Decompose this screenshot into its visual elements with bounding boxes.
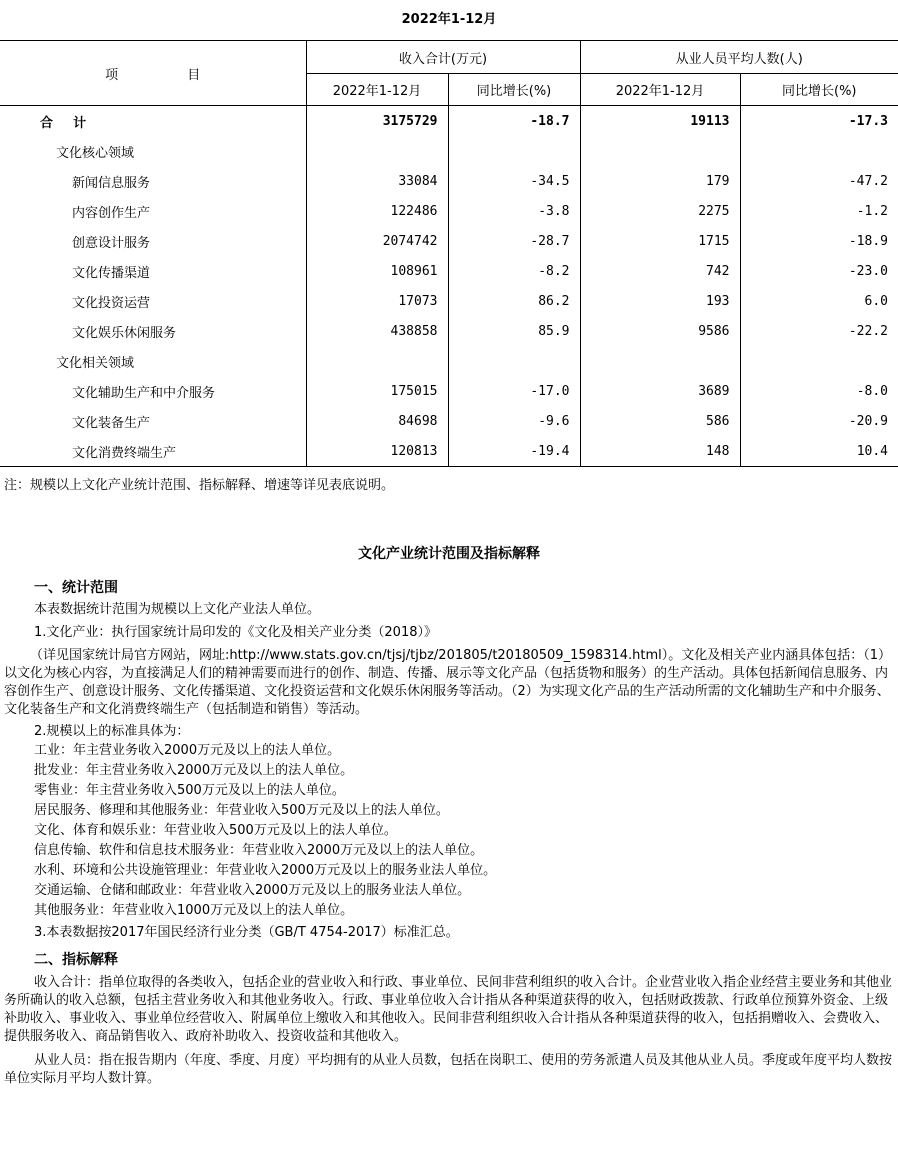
income-growth-header: 同比增长(%) [448, 74, 580, 106]
row-label: 文化装备生产 [72, 415, 151, 431]
income-definition: 收入合计：指单位取得的各类收入，包括企业的营业收入和行政、事业单位、民间非营利组织的收入合计。企业营业收入指企业经营主要业务和其他业务所确认的收入总额，包括主营业务收入和其他业务收入。行政、事业单位收入合计指从各种渠道获得的收入，包括财政拨款、行政单位预算外资金、上级补助收入、事业收入、事业单位经营收入、附属单位上缴收入和其他收入。民间非营利组织收入合计指从各种渠道获得的收入，包括捐赠收入、会费收入、提供服务收入、商品销售收入、政府补助收入、投资收益和其他收入。 [4, 975, 893, 1044]
row-label: 合 计 [40, 115, 94, 131]
staff-growth: -8.0 [740, 376, 898, 406]
income-value: 2074742 [306, 226, 448, 256]
staff-growth: -23.0 [740, 256, 898, 286]
income-growth: -34.5 [448, 166, 580, 196]
col-staff-header: 从业人员平均人数(人) [580, 41, 898, 74]
staff-growth: 10.4 [740, 436, 898, 467]
table-row [0, 196, 898, 226]
row-label: 文化辅助生产和中介服务 [72, 385, 216, 401]
staff-growth: -1.2 [740, 196, 898, 226]
scale-standard-intro: 2.规模以上的标准具体为： [34, 724, 190, 739]
income-growth: -17.0 [448, 376, 580, 406]
row-label: 文化核心领域 [56, 145, 135, 161]
col-income-header: 收入合计(万元) [306, 41, 580, 74]
scale-standard-list [4, 741, 892, 921]
table-row [0, 376, 898, 406]
staff-period-header: 2022年1-12月 [580, 74, 740, 106]
staff-growth-header: 同比增长(%) [740, 74, 898, 106]
staff-value: 9586 [580, 316, 740, 346]
period-title: 2022年1-12月 [401, 12, 497, 27]
row-label: 文化相关领域 [56, 355, 135, 371]
table-row [0, 226, 898, 256]
income-value [306, 136, 448, 166]
standard-item: 信息传输、软件和信息技术服务业：年营业收入2000万元及以上的法人单位。 [34, 843, 484, 858]
standard-item: 零售业：年主营业务收入500万元及以上的法人单位。 [34, 783, 345, 798]
staff-value: 19113 [580, 106, 740, 137]
income-value: 3175729 [306, 106, 448, 137]
explain-section-1 [4, 579, 892, 1088]
table-row [0, 346, 898, 376]
staff-growth: -20.9 [740, 406, 898, 436]
income-value: 33084 [306, 166, 448, 196]
income-value: 122486 [306, 196, 448, 226]
section-2-heading: 二、指标解释 [34, 952, 118, 968]
table-row [0, 166, 898, 196]
income-value: 17073 [306, 286, 448, 316]
staff-growth [740, 136, 898, 166]
standard-item: 交通运输、仓储和邮政业：年营业收入2000万元及以上的服务业法人单位。 [34, 883, 471, 898]
income-growth: 86.2 [448, 286, 580, 316]
standard-item: 水利、环境和公共设施管理业：年营业收入2000万元及以上的服务业法人单位。 [34, 863, 497, 878]
row-label: 文化投资运营 [72, 295, 151, 311]
income-growth: 85.9 [448, 316, 580, 346]
income-growth [448, 136, 580, 166]
staff-growth: -17.3 [740, 106, 898, 137]
income-growth: -9.6 [448, 406, 580, 436]
income-value [306, 346, 448, 376]
income-value: 120813 [306, 436, 448, 467]
income-growth: -18.7 [448, 106, 580, 137]
staff-value: 742 [580, 256, 740, 286]
culture-industry-definition: 1.文化产业：执行国家统计局印发的《文化及相关产业分类（2018）》 [34, 625, 437, 640]
staff-value [580, 346, 740, 376]
income-growth: -3.8 [448, 196, 580, 226]
staff-growth: -18.9 [740, 226, 898, 256]
income-growth: -8.2 [448, 256, 580, 286]
income-period-header: 2022年1-12月 [306, 74, 448, 106]
staff-value: 3689 [580, 376, 740, 406]
income-growth [448, 346, 580, 376]
classification-note: 3.本表数据按2017年国民经济行业分类（GB/T 4754-2017）标准汇总。 [34, 925, 459, 940]
standard-item: 工业：年主营业务收入2000万元及以上的法人单位。 [34, 743, 341, 758]
table-row [0, 136, 898, 166]
income-value: 84698 [306, 406, 448, 436]
row-label: 文化娱乐休闲服务 [72, 325, 177, 341]
explain-title: 文化产业统计范围及指标解释 [358, 546, 540, 562]
staff-value: 179 [580, 166, 740, 196]
standard-item: 文化、体育和娱乐业：年营业收入500万元及以上的法人单位。 [34, 823, 397, 838]
income-growth: -19.4 [448, 436, 580, 467]
table-row [0, 406, 898, 436]
row-label: 新闻信息服务 [72, 175, 151, 191]
row-label: 创意设计服务 [72, 235, 151, 251]
table-row [0, 106, 898, 137]
staff-growth: -47.2 [740, 166, 898, 196]
section-1-heading: 一、统计范围 [34, 580, 118, 596]
table-row [0, 316, 898, 346]
income-value: 108961 [306, 256, 448, 286]
employee-definition: 从业人员：指在报告期内（年度、季度、月度）平均拥有的从业人员数，包括在岗职工、使用的劳务派遣人员及其他从业人员。季度或年度平均人数按单位实际月平均人数计算。 [4, 1053, 893, 1086]
staff-value: 148 [580, 436, 740, 467]
table-row [0, 286, 898, 316]
table-row [0, 436, 898, 467]
scope-paragraph: 本表数据统计范围为规模以上文化产业法人单位。 [34, 602, 321, 617]
row-label: 文化消费终端生产 [0, 436, 306, 467]
staff-growth: 6.0 [740, 286, 898, 316]
staff-growth: -22.2 [740, 316, 898, 346]
col-item-header: 项 目 [0, 41, 306, 106]
staff-value: 1715 [580, 226, 740, 256]
staff-growth [740, 346, 898, 376]
income-value: 175015 [306, 376, 448, 406]
table-note: 注：规模以上文化产业统计范围、指标解释、增速等详见表底说明。 [4, 478, 395, 493]
staff-value: 586 [580, 406, 740, 436]
row-label: 文化传播渠道 [72, 265, 151, 281]
staff-value [580, 136, 740, 166]
standard-item: 其他服务业：年营业收入1000万元及以上的法人单位。 [34, 903, 354, 918]
income-value: 438858 [306, 316, 448, 346]
staff-value: 193 [580, 286, 740, 316]
standard-item: 批发业：年主营业务收入2000万元及以上的法人单位。 [34, 763, 354, 778]
income-growth: -28.7 [448, 226, 580, 256]
culture-industry-table [0, 40, 898, 467]
culture-industry-detail: （详见国家统计局官方网站，网址:http://www.stats.gov.cn/tjsj/tjbz/201805/t20180509_1598314.html）。文化及相关产业内涵具体包括：（1）以文化为核心内容，为直接满足人们的精神需要而进行的创作、制造、传播、展示等文化产品（包括货物和服务）的生产活动。具体包括新闻信息服务、内容创作生产、创意设计服务、文化传播渠道、文化投资运营和文化娱乐休闲服务等活动。（2）为实现文化产品的生产活动所需的文化辅助生产和中介服务、文化装备生产和文化消费终端生产（包括制造和销售）等活动。 [4, 648, 891, 717]
standard-item: 居民服务、修理和其他服务业：年营业收入500万元及以上的法人单位。 [34, 803, 449, 818]
staff-value: 2275 [580, 196, 740, 226]
row-label: 内容创作生产 [72, 205, 151, 221]
table-row [0, 256, 898, 286]
